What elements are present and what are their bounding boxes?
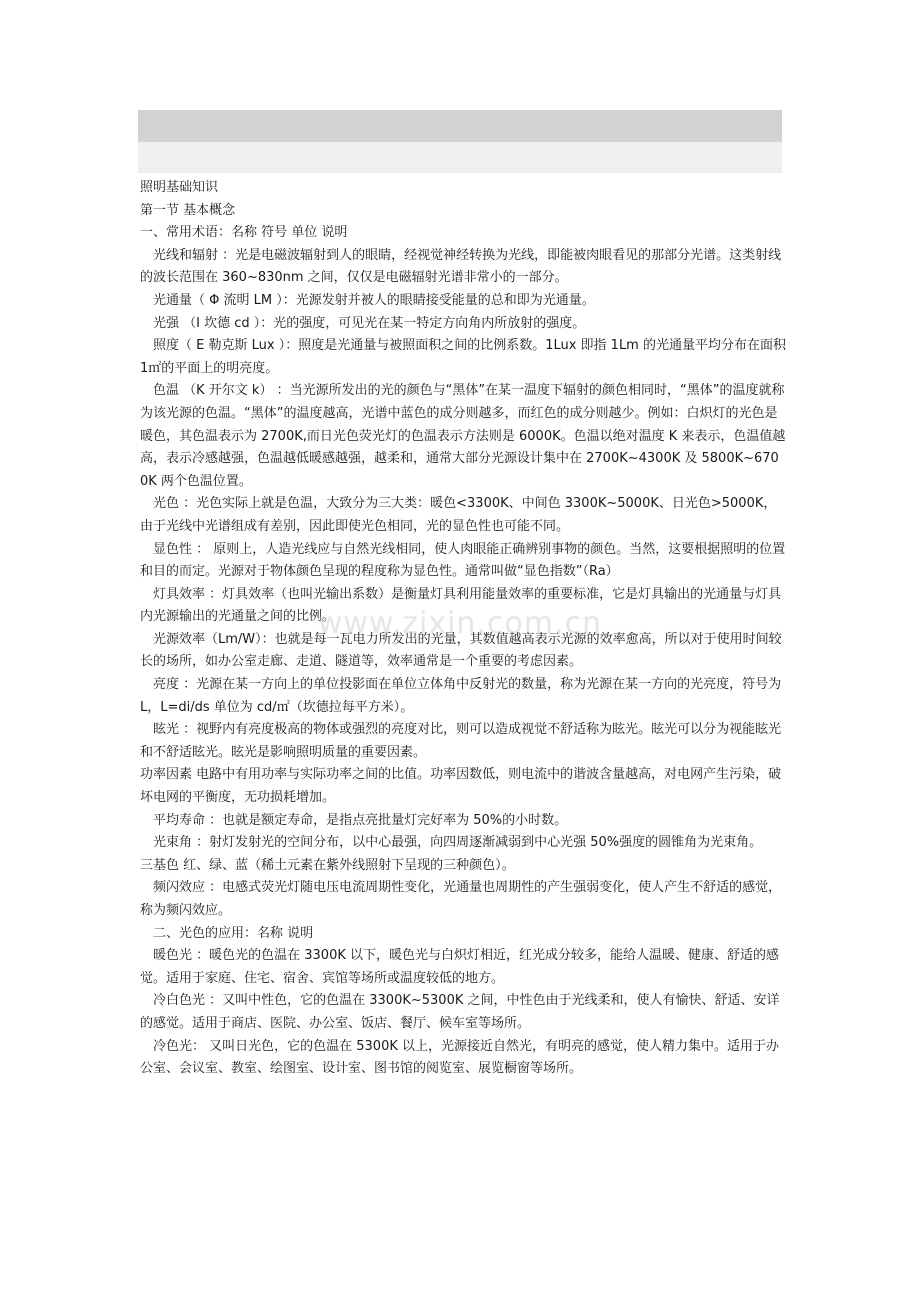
term-average-life: 平均寿命 ：也就是额定寿命，是指点亮批量灯完好率为 50%的小时数。 <box>153 812 568 828</box>
term-three-primary-colors: 三基色 红、绿、蓝（稀土元素在紫外线照射下呈现的三种颜色）。 <box>140 857 515 873</box>
term-fixture-efficiency: 灯具效率 ：灯具效率（也叫光输出系数）是衡量灯具利用能量效率的重要标准，它是灯具输出的光通量与灯具内光源输出的光通量之间的比例。 <box>140 586 782 625</box>
term-stroboscopic-effect: 频闪效应 ：电感式荧光灯随电压电流周期性变化，光通量也周期性的产生强弱变化，使人产生不舒适的感觉，称为频闪效应。 <box>140 880 782 918</box>
term-illuminance: 照度（ E 勒克斯 Lux ）：照度是光通量与被照面积之间的比例系数。1Lux 即指 1Lm 的光通量平均分布在面积 1㎡的平面上的明亮度。 <box>140 338 786 376</box>
document-body <box>140 177 786 1081</box>
term-beam-angle: 光束角 ：射灯发射光的空间分布，以中心最强，向四周逐渐减弱到中心光强 50%强度的圆锥角为光束角。 <box>153 835 763 851</box>
term-color-rendering: 显色性 ： 原则上，人造光线应与自然光线相同，使人肉眼能正确辨别事物的颜色。当然，这要根据照明的位置和目的而定。光源对于物体颜色呈现的程度称为显色性。通常叫做“显色指数”（Ra） <box>140 541 786 580</box>
term-source-efficacy: 光源效率（Lm/W）：也就是每一瓦电力所发出的光量，其数值越高表示光源的效率愈高，所以对于使用时间较长的场所，如办公室走廊、走道、隧道等，效率通常是一个重要的考虑因素。 <box>140 631 782 670</box>
term-light-radiation: 光线和辐射 ：光是电磁波辐射到人的眼睛，经视觉神经转换为光线，即能被肉眼看见的那部分光谱。这类射线的波长范围在 360~830nm 之间，仅仅是电磁辐射光谱非常小的一部分。 <box>140 247 782 286</box>
term-luminous-flux: 光通量（ Φ 流明 LM ）：光源发射并被人的眼睛接受能量的总和即为光通量。 <box>153 292 595 308</box>
header-band-light <box>138 142 782 173</box>
section-heading: 第一节 基本概念 <box>140 202 236 218</box>
term-power-factor: 功率因素 电路中有用功率与实际功率之间的比值。功率因数低，则电流中的谐波含量越高，对电网产生污染，破坏电网的平衡度，无功损耗增加。 <box>140 767 782 806</box>
term-light-color: 光色 ：光色实际上就是色温，大致分为三大类：暖色<3300K、中间色 3300K~5000K、日光色>5000K，由于光线中光谱组成有差别，因此即使光色相同，光的显色性也可能不同。 <box>140 496 777 534</box>
subsection-heading: 一、常用术语：名称 符号 单位 说明 <box>140 225 348 241</box>
term-cool-white-light: 冷白色光 ：又叫中性色，它的色温在 3300K~5300K 之间，中性色由于光线柔和，使人有愉快、舒适、安详的感觉。适用于商店、医院、办公室、饭店、餐厅、候车室等场所。 <box>140 993 780 1031</box>
term-color-temperature: 色温 （K 开尔文 k） ：当光源所发出的光的颜色与“黑体”在某一温度下辐射的颜色相同时，“黑体”的温度就称为该光源的色温。“黑体”的温度越高，光谱中蓝色的成分则越多，而红色的成分则越少。例如：白炽灯的光色是暖色，其色温表示为 2700K,而日光色荧光灯的色温表示方法则是 6000K。色温以绝对温度 K 来表示，色温值越高，表示冷感越强，色温越低暖感越强，越柔和，通常大部分光源设计集中在 2700K~4300K 及 5800K~6700K 两个色温位置。 <box>140 383 786 489</box>
subsection-heading-light-color-application: 二、光色的应用：名称 说明 <box>153 925 314 941</box>
term-glare: 眩光 ：视野内有亮度极高的物体或强烈的亮度对比，则可以造成视觉不舒适称为眩光。眩光可以分为视能眩光和不舒适眩光。眩光是影响照明质量的重要因素。 <box>140 722 782 760</box>
term-luminance: 亮度 ：光源在某一方向上的单位投影面在单位立体角中反射光的数量，称为光源在某一方向的光亮度，符号为 L，L=di/ds 单位为 cd/㎡（坎德拉每平方米）。 <box>140 677 782 715</box>
term-luminous-intensity: 光强 （I 坎德 cd ）：光的强度，可见光在某一特定方向角内所放射的强度。 <box>153 315 586 331</box>
term-cool-light: 冷色光： 又叫日光色，它的色温在 5300K 以上，光源接近自然光，有明亮的感觉，使人精力集中。适用于办公室、会议室、教室、绘图室、设计室、图书馆的阅览室、展览橱窗等场所。 <box>140 1038 780 1077</box>
doc-title: 照明基础知识 <box>140 180 219 195</box>
watermark: www.zixin.com.cn <box>317 606 603 641</box>
term-warm-light: 暖色光 ：暖色光的色温在 3300K 以下，暖色光与白炽灯相近，红光成分较多，能给人温暖、健康、舒适的感觉。适用于家庭、住宅、宿舍、宾馆等场所或温度较低的地方。 <box>140 948 780 986</box>
header-band-dark <box>138 110 782 142</box>
